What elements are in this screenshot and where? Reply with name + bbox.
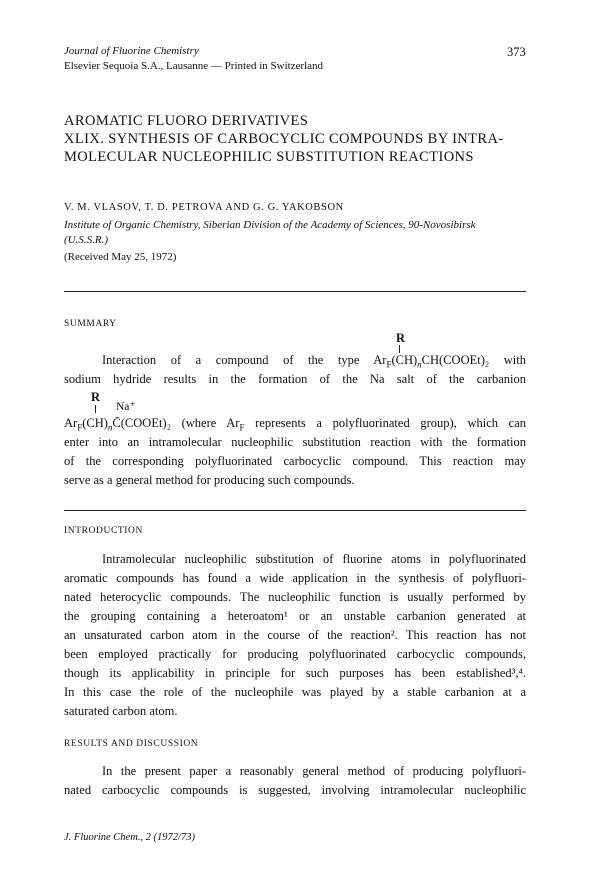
summary-divider <box>64 510 526 511</box>
received-date: (Received May 25, 1972) <box>64 251 177 263</box>
summary-line-1: Interaction of a compound of the type $Ar_F(CH)_nCH(COOEt)_2$ with <box>102 353 526 370</box>
formula-sodium-ion: Na⁺ <box>116 401 136 413</box>
footer-citation: J. Fluorine Chem., 2 (1972/73) <box>64 832 195 843</box>
formula-r-substituent-top: R <box>396 331 406 345</box>
intro-line-9: saturated carbon atom. <box>64 704 178 718</box>
intro-line-5: an unsaturated carbon atom in the course of the reaction². This reaction has not <box>64 628 526 642</box>
journal-name: Journal of Fluorine Chemistry <box>64 45 199 57</box>
intro-line-7: though its applicability in principle for such purposes has been established³,⁴. <box>64 666 526 680</box>
page-number: 373 <box>507 45 526 59</box>
intro-line-2: aromatic compounds has found a wide application in the synthesis of polyfluori- <box>64 571 526 585</box>
formula-r-substituent-mid: R <box>91 390 101 404</box>
results-line-1: In the present paper a reasonably general method of producing polyfluori- <box>102 764 526 778</box>
summary-line-5: of the corresponding polyfluorinated carbocyclic compound. This reaction may <box>64 454 526 468</box>
formula-bond-top <box>399 345 400 353</box>
introduction-heading: INTRODUCTION <box>64 526 143 536</box>
intro-line-8: In this case the role of the nucleophile was played by a stable carbanion at a <box>64 685 526 699</box>
intro-line-1: Intramolecular nucleophilic substitution of fluorine atoms in polyfluorinated <box>102 552 526 566</box>
country: (U.S.S.R.) <box>64 234 108 246</box>
summary-heading: SUMMARY <box>64 319 117 329</box>
institute: Institute of Organic Chemistry, Siberian Division of the Academy of Sciences, 90-Novosibirsk <box>64 219 476 231</box>
summary-line-3: $Ar_F(CH)_nC̄(COOEt)_2$ (where $Ar_F$ represents a polyfluorinated group), which can <box>64 416 526 433</box>
intro-line-3: nated heterocyclic compounds. The nucleophilic function is usually performed by <box>64 590 526 604</box>
results-line-2: nated carbocyclic compounds is suggested, involving intramolecular nucleophilic <box>64 783 526 797</box>
title-line-1: AROMATIC FLUORO DERIVATIVES <box>64 113 309 129</box>
intro-line-4: the grouping containing a heteroatom¹ or an unstable carbanion generated at <box>64 609 526 623</box>
authors: V. M. VLASOV, T. D. PETROVA AND G. G. YAKOBSON <box>64 202 344 213</box>
summary-line-4: enter into an intramolecular nucleophilic substitution reaction with the formation <box>64 435 526 449</box>
formula-bond-mid <box>95 405 96 413</box>
title-line-2: XLIX. SYNTHESIS OF CARBOCYCLIC COMPOUNDS BY INTRA- <box>64 131 504 147</box>
publisher-line: Elsevier Sequoia S.A., Lausanne — Printed in Switzerland <box>64 60 324 72</box>
summary-line-6: serve as a general method for producing such compounds. <box>64 473 355 487</box>
top-divider <box>64 291 526 292</box>
title-line-3: MOLECULAR NUCLEOPHILIC SUBSTITUTION REACTIONS <box>64 149 474 165</box>
summary-line-2: sodium hydride results in the formation of the Na salt of the carbanion <box>64 372 526 386</box>
results-heading: RESULTS AND DISCUSSION <box>64 739 199 749</box>
intro-line-6: been employed practically for producing polyfluorinated carbocyclic compounds, <box>64 647 526 661</box>
